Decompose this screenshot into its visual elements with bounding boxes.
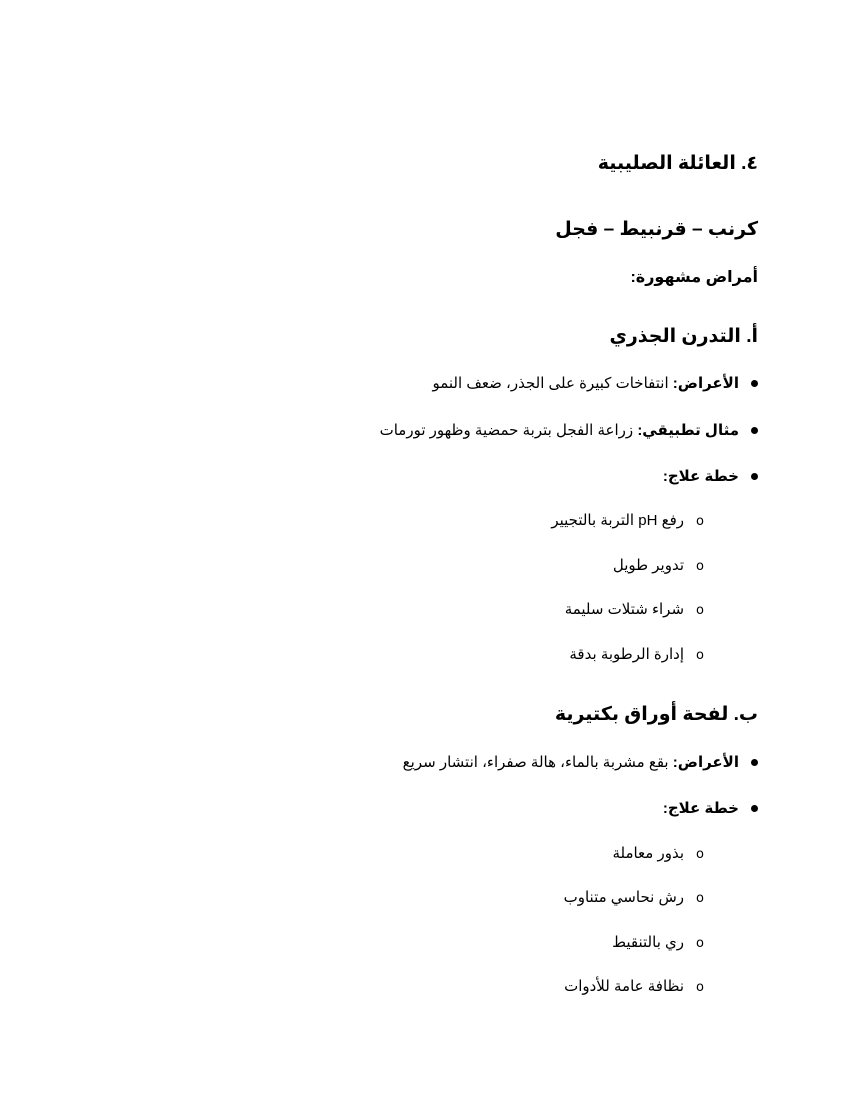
circle-bullet-icon: o [696, 558, 704, 574]
circle-bullet-icon: o [696, 935, 704, 951]
circle-bullet-icon: o [696, 846, 704, 862]
circle-bullet-icon: o [696, 890, 704, 906]
disease-a-symptoms [432, 374, 758, 392]
bullet-icon [751, 427, 758, 434]
list-item: oرش نحاسي متناوب [563, 889, 704, 906]
bullet-icon [751, 380, 758, 387]
disease-b-title: ب. لفحة أوراق بكتيرية [554, 704, 758, 725]
diseases-label: أمراض مشهورة: [630, 269, 758, 286]
disease-a-plan [663, 467, 758, 485]
disease-b-symptoms [403, 753, 758, 771]
disease-b-plan [663, 799, 758, 817]
crops-line: كرنب – قرنبيط – فجل [555, 219, 758, 240]
plan-label: خطة علاج: [662, 800, 739, 817]
list-item: oنظافة عامة للأدوات [564, 978, 704, 995]
symptoms-label: الأعراض: [672, 754, 739, 771]
example-text: زراعة الفجل بتربة حمضية وظهور تورمات [379, 422, 638, 439]
list-item: oري بالتنقيط [612, 934, 704, 951]
bullet-icon [751, 805, 758, 812]
example-label: مثال تطبيقي: [637, 422, 739, 439]
bullet-icon [751, 473, 758, 480]
symptoms-text: انتفاخات كبيرة على الجذر، ضعف النمو [432, 375, 673, 392]
list-item: oرفع pH التربة بالتجيير [551, 512, 704, 529]
circle-bullet-icon: o [696, 647, 704, 663]
list-item: oإدارة الرطوبة بدقة [569, 646, 704, 663]
disease-a-example [380, 421, 758, 439]
section-title: ٤. العائلة الصليبية [597, 153, 758, 174]
symptoms-text: بقع مشربة بالماء، هالة صفراء، انتشار سريع [402, 754, 673, 771]
symptoms-label: الأعراض: [672, 375, 739, 392]
circle-bullet-icon: o [696, 979, 704, 995]
bullet-icon [751, 759, 758, 766]
circle-bullet-icon: o [696, 513, 704, 529]
list-item: oبذور معاملة [612, 845, 704, 862]
circle-bullet-icon: o [696, 602, 704, 618]
plan-label: خطة علاج: [662, 468, 739, 485]
disease-a-title: أ. التدرن الجذري [609, 326, 758, 347]
list-item: oشراء شتلات سليمة [564, 601, 704, 618]
list-item: oتدوير طويل [612, 557, 704, 574]
